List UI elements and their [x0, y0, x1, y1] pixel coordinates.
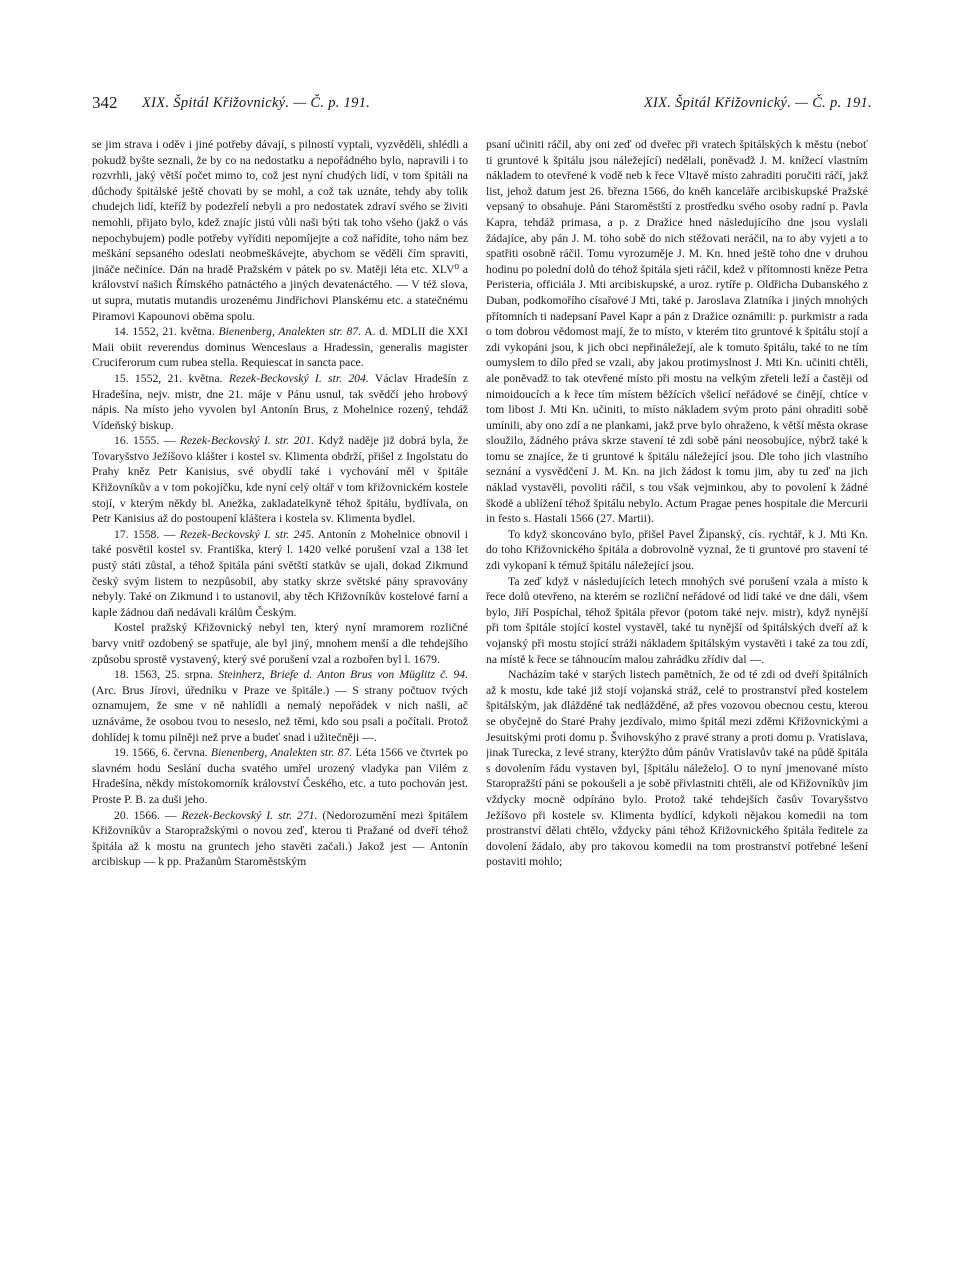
paragraph: Ta zeď když v následujících letech mnohých své porušení vzala a místo k řece dolů otevřeno, na kterém se rozliční neřádové od lidí také ve dne dáli, všem bylo, Jiří Pospíchal, téhož špitála převor (potom také nejv. mistr), když nynější při tom špitále stojící kostel vystavěl, také tu nynější od špitálských dveří až k vojanský při mostu stojící stráži nákladem špitálským vystavěti i také za tou zdí, na místě k řece se táhnoucím malou zahrádku zřídiv dal —.: [486, 574, 868, 666]
entry-text: Antonín z Mohelnice obnovil i také posvětil kostel sv. Františka, který l. 1420 velké porušení vzal a 138 let pustý státi zůstal, a téhož špitála páni světští statkův se ujali, dokad Zikmund český svým listem to nezpůsobil, aby statky skrze světské pány spravovány nebyly. Také on Zikmund i to ustanovil, aby těch Křižovníkův kostelové farní a kaple žádnou daň nedávali králům Českým.: [92, 527, 468, 619]
paragraph: psaní učiniti ráčil, aby oni zeď od dveřec při vratech špitálských k městu (neboť ti gruntové k špitálu jsou náležející) nedělali, poněvadž J. M. knížecí vlastním nákladem to otevřené k vodě neb k řece Vltavě místo zahraditi poručiti ráčí, jakž list, jehož datum jest 26. března 1566, do kněh kanceláře arcibiskupské Pražské vepsaný to obsahuje. Páni Staroměstští z prostředku svého osoby radní p. Pavla Kapra, tehdáž primasa, a p. z Dražice hned následujícího dne jsou vyslali žádajíce, aby pán J. M. toho sobě do nich stěžovati neráčil, na to aby vyjeti a to spatřiti osobně ráčil. Tomu vyrozuměje J. M. Kn. hned ještě toho dne v druhou hodinu po polední dolů do téhož špitála sjeti ráčil, kdež v přítomnosti kněze Petra Peristeria, officiála J. Mti arcibiskupské, a uroz. rytíře p. Oldřicha Dubanského z Duban, podkomořího císařové J Mti, také p. Jaroslava Zlatníka i jiných mnohých přítomních ti nadepsaní Pavel Kapr a pán z Dražice oznámili: p. purkmistr a rada o tom dobrou vědomost mají, že to místo, v kterém tito gruntové k špitálu stojí a zdi vykopáni jsou, k jich obci nepřináležejí, ale k tomuto špitálu, také to ne tím oumyslem to dílo před se vzali, aby jakou protimyslnost J. Mti Kn. učiniti chtěli, ale poněvadž to tak otevřené místo při mostu na velkým zřeteli leží a častěji od nimoidoucích a k řece tím místem běžících všelicí neřádové se činějí, chtíce v tom libost J. Mti Kn. učiniti, to místo nákladem svým proto páni ohraditi sobě umínili, aby ono zdí a ne plankami, jakž prve bylo ohraženo, k větší města okrase sloužilo, žádného práva skrze stavení té zdi sobě páni neosobujíce, nýbrž také k tomu se znajíce, že ti gruntové k špitálu náležející jsou. Dle toho jich vlastního seznání a vysvědčení J. M. Kn. na jich žádost k tomu jim, aby tu zeď na jich náklad vystavěli, povoliti ráčil, s tou však vejminkou, aby to povolení k žádné škodě a ublížení téhož špitálu nebylo. Actum Pragae penes hospitale die Mercurii in festo s. Hastali 1566 (27. Martii).: [486, 138, 868, 526]
document-entry: [92, 371, 468, 433]
entry-source: Bienenberg, Analekten str. 87.: [218, 325, 362, 339]
page-header: [92, 93, 872, 117]
document-entry: [92, 527, 468, 621]
entry-heading: 16. 1555. —: [114, 434, 176, 448]
entry-source: Steinherz, Briefe d. Anton Brus von Müglitz č. 94.: [218, 668, 468, 682]
paragraph: Nacházím také v starých listech pamětních, že od té zdi od dveří špitálních až k mostu, kde také již stojí vojanská stráž, celé to prostranství před kostelem špitálským, jak dlážděné tak nedlážděné, až přes vozovou obecnou cestu, kterou se obyčejně do Staré Prahy jezdívalo, mimo špitál mezi zděmi Křižovnickými a Jesuitskými proti domu p. Švihovskýho z pravé strany a proti domu p. Vratislava, jinak Turecka, z levé strany, kterýžto dům pánův Vratislavův také na půdě špitála s dovolením řádu vystaven byl, [špitálu náleželo]. O to nyní jmenované místo Staropražští páni se pokoušeli a je sobě přivlastniti chtěli, ale od Křižovníkův jim vždycky mocně odpíráno bylo. Protož také tehdejších časův Tovaryšstvo Ježíšovo při kostele sv. Klimenta bydlící, kdykoli nějakou komedii na tom prostranství dělati chtělo, vždycky páni téhož Křižovnického špitála ředitele za dovolení žádalo, aby pro takovou komedii na tom prostranství potřebné lešení postaviti mohlo;: [486, 668, 868, 869]
document-entry: [92, 433, 468, 527]
entry-heading: 20. 1566. —: [114, 808, 177, 822]
entry-text: A. d. MDLII die XXI Maii obiit reverendus dominus Wenceslaus a Hradessin, generalis magister Cruciferorum cum rubea stella. Requiescat in sancta pace.: [92, 325, 468, 370]
entry-source: Rezek-Beckovský I. str. 245.: [179, 527, 315, 541]
entry-text: Léta 1566 ve čtvrtek po slavném hodu Seslání ducha svatého umřel urozený vladyka pan Vilém z Hradešína, někdy místokomorník království Českého, etc. a tuto pochován jest. Proste P. B. za duši jeho.: [92, 746, 468, 806]
paragraph: se jim strava i oděv i jiné potřeby dávají, s pilností vyptali, vyzvěděli, shlédli a pokudž byšte seznali, že by co na nedostatku a nepořádného bylo, napravili i to rozvrhli, jaký větší počet mimo to, což jest nyní chudých lidí, v tom špitáli na důchody špitálské ještě chovati by se mohl, a což tak uznáte, tehdy aby tolik chudejch lidí, kteříž by podezřelí nebyli a pro nedostatek zdraví svého se živiti nemohli, přijato bylo, kdež znajíc jistú vůli naši býti tak toho všeho (jakž o vás nepochybujem) podle potřeby vyříditi nepomíjejte a což nařídíte, toho nám bez meškání sepsaného odeslati neobmeškávejte, abychom se věděli čím spraviti, jináče nečiníce. Dán na hradě Pražském v pátek po sv. Matěji léta etc. XLV⁰ a království našich Římského patnáctého a jiných devatenáctého. — V též slova, ut supra, mutatis mutandis urozenému Jindřichovi Planskému etc. a statečnému Piramovi Kapounovi oběma spolu.: [92, 138, 468, 323]
entry-heading: 17. 1558. —: [114, 527, 176, 541]
running-title-right: XIX. Špitál Křižovnický. — Č. p. 191.: [643, 95, 872, 111]
entry-text: (Nedorozumění mezi špitálem Křižovníkův a Staropražskými o novou zeď, kterou ti Pražané od dveří téhož špitála až k mostu na gruntech jeho stavěti začali.) Jakož jest — Antonín arcibiskup — k pp. Pražanům Staroměstským: [92, 808, 468, 869]
entry-text: Když naděje již dobrá byla, že Tovaryšstvo Ježíšovo klášter i kostel sv. Klimenta obdrží, přišel z Ingolstatu do Prahy kněz Petr Kanisius, své obydlí také i vychování měl v špitále Křižovníkův a v tom pokojíčku, kde nyní celý oltář v tom křižovnickém kostele stojí, v kterým někdy bl. Anežka, zakladatelkyně téhož špitálu, bydlívala, on Petr Kanisius až do postoupení kláštera i kostela sv. Klimenta bydlel.: [92, 434, 468, 526]
entry-source: Bienenberg, Analekten str. 87.: [210, 746, 353, 760]
entry-heading: 18. 1563, 25. srpna.: [114, 668, 214, 682]
document-entry: [92, 808, 468, 870]
entry-source: Rezek-Beckovský I. str. 271.: [181, 808, 318, 822]
right-column: [486, 137, 868, 1247]
entry-heading: 19. 1566, 6. června.: [114, 746, 208, 760]
running-title-left: XIX. Špitál Křižovnický. — Č. p. 191.: [142, 95, 371, 111]
paragraph: To když skoncováno bylo, přišel Pavel Žipanský, cís. rychtář, k J. Mti Kn. do toho Křižovnického špitála a dobrovolně vyznal, že ti gruntové pro stavení té zdi vykopaní k témuž špitálu náležející jsou.: [486, 527, 868, 573]
document-entry: [92, 745, 468, 807]
entry-source: Rezek-Beckovský I. str. 201.: [179, 434, 315, 448]
left-column: [92, 137, 468, 1247]
document-entry: [92, 667, 468, 745]
entry-heading: 14. 1552, 21. května.: [114, 325, 215, 339]
document-entry: [92, 324, 468, 371]
entry-text: Václav Hradešín z Hradešína, nejv. mistr, dne 21. máje v Pánu usnul, tak svědčí jeho hrobový nápis. Na místo jeho vyvolen byl Antonín Brus, z Mohelnice rozený, tehdáž Vídeňský biskup.: [92, 371, 468, 432]
entry-heading: 15. 1552, 21. května.: [114, 371, 223, 385]
entry-source: Rezek-Beckovský I. str. 204.: [228, 371, 369, 385]
entry-text: (Arc. Brus Jírovi, úředníku v Praze ve špitále.) — S strany počtuov tvých oznamujem, že sme v ně nahlídli a nemalý nepořádek v nich našli, ač uznáváme, že osobou tvou to neseslo, než těmi, kdo sou psali a počítali. Protož dohlídej k tomu pilněji než prve a budeť snad i užitečněji —.: [92, 683, 468, 744]
page-number: 342: [92, 93, 118, 112]
paragraph: Kostel pražský Křižovnický nebyl ten, který nyní mramorem rozličné barvy vnitř ozdobený se spatřuje, ale byl jiný, mnohem menší a dle tehdejšího způsobu sprostě vystavený, který své porušení vzal a rozbořen byl l. 1679.: [92, 621, 468, 666]
